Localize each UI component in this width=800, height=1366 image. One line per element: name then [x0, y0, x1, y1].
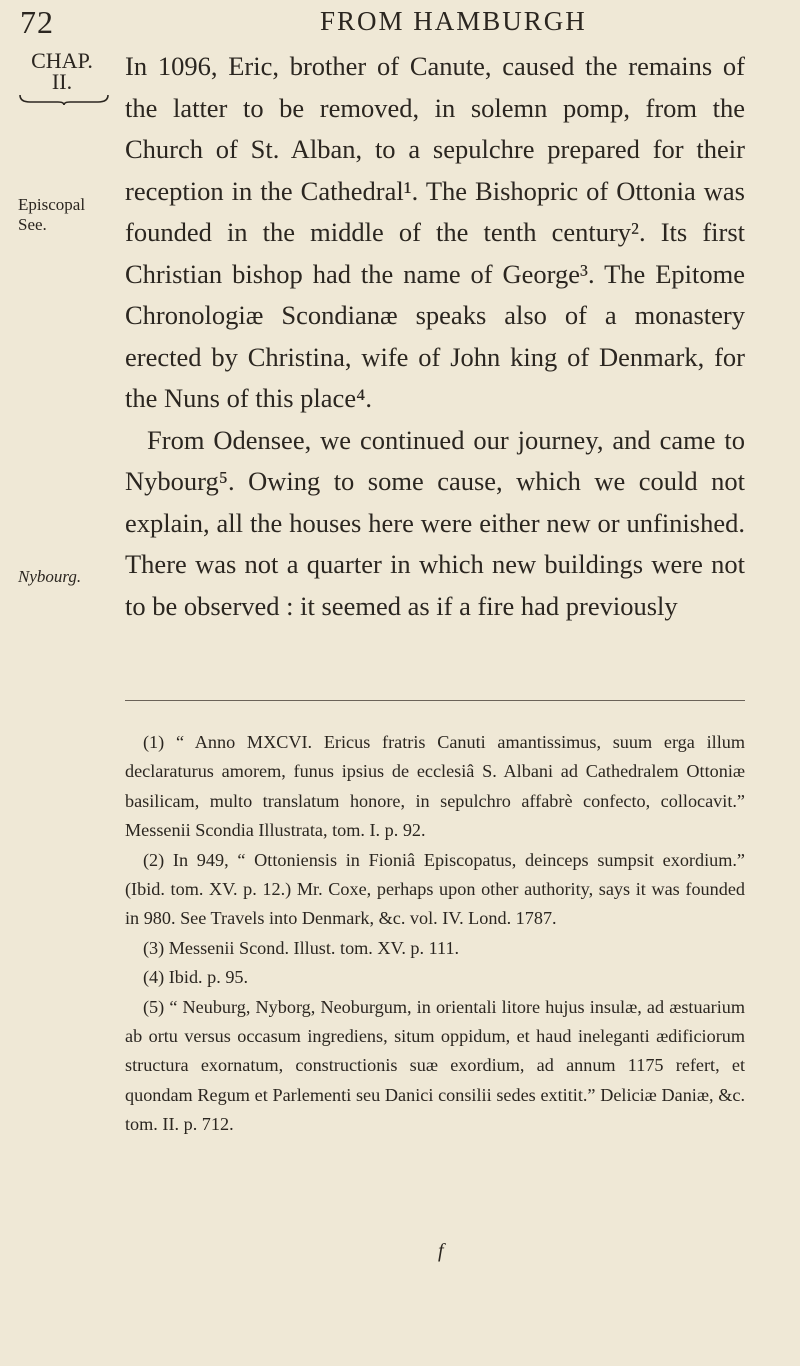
chapter-label: CHAP. — [31, 48, 93, 73]
page-number: 72 — [20, 4, 54, 40]
page-header — [20, 4, 780, 48]
running-head: FROM HAMBURGH — [320, 6, 587, 36]
margin-note-episcopal-see: Episcopal See. — [18, 195, 86, 234]
footnote: (2) In 949, “ Ottoniensis in Fioniâ Episcopatus, deinceps sumpsit exordium.” (Ibid. tom. XV. p. 12.) Mr. Coxe, perhaps upon other authority, says it was founded in 980. See Travels into Denmark, &c. vol. IV. Lond. 1787. — [125, 849, 745, 929]
paragraph: In 1096, Eric, brother of Canute, caused the remains of the latter to be removed, in solemn pomp, from the Church of St. Alban, to a sepulchre prepared for their reception in the Cathedral¹. The Bishopric of Ottonia was founded in the middle of the tenth century². Its first Christian bishop had the name of George³. The Epitome Chronologiæ Scondianæ speaks also of a monastery erected by Christina, wife of John king of Denmark, for the Nuns of this place⁴. — [125, 51, 745, 413]
footnotes — [125, 728, 745, 1140]
footnote: (4) Ibid. p. 95. — [143, 967, 249, 988]
chapter-marker — [30, 50, 94, 92]
signature-mark: f — [438, 1240, 444, 1262]
main-text — [125, 46, 745, 627]
footnote-divider — [125, 700, 745, 701]
paragraph: From Odensee, we continued our journey, and came to Nybourg⁵. Owing to some cause, which we could not explain, all the houses here were either new or unfinished. There was not a quarter in which new buildings were not to be observed : it seemed as if a fire had previously — [125, 424, 745, 621]
footnote: (1) “ Anno MXCVI. Ericus fratris Canuti amantissimus, suum erga illum declaraturus amorem, funus ipsius de ecclesiâ S. Albani ad Cathedralem Ottoniæ basilicam, multo translatum honore, in sepulchro affabrè confecto, collocavit.” Messenii Scondia Illustrata, tom. I. p. 92. — [125, 732, 745, 841]
footnote: (3) Messenii Scond. Illust. tom. XV. p. 111. — [143, 937, 460, 958]
footnote: (5) “ Neuburg, Nyborg, Neoburgum, in orientali litore hujus insulæ, ad æstuarium ab ortu versus occasum ingrediens, situm oppidum, et haud ineleganti ædificiorum structura exornatum, constructionis suæ exordium, ad annum 1175 refert, et quondam Regum et Parlementi seu Danici consilii sedes extitit.” Deliciæ Daniæ, &c. tom. II. p. 712. — [125, 996, 745, 1135]
margin-note-nybourg: Nybourg. — [18, 567, 82, 586]
chapter-number: II. — [51, 69, 73, 94]
chapter-brace-ornament — [18, 93, 110, 105]
